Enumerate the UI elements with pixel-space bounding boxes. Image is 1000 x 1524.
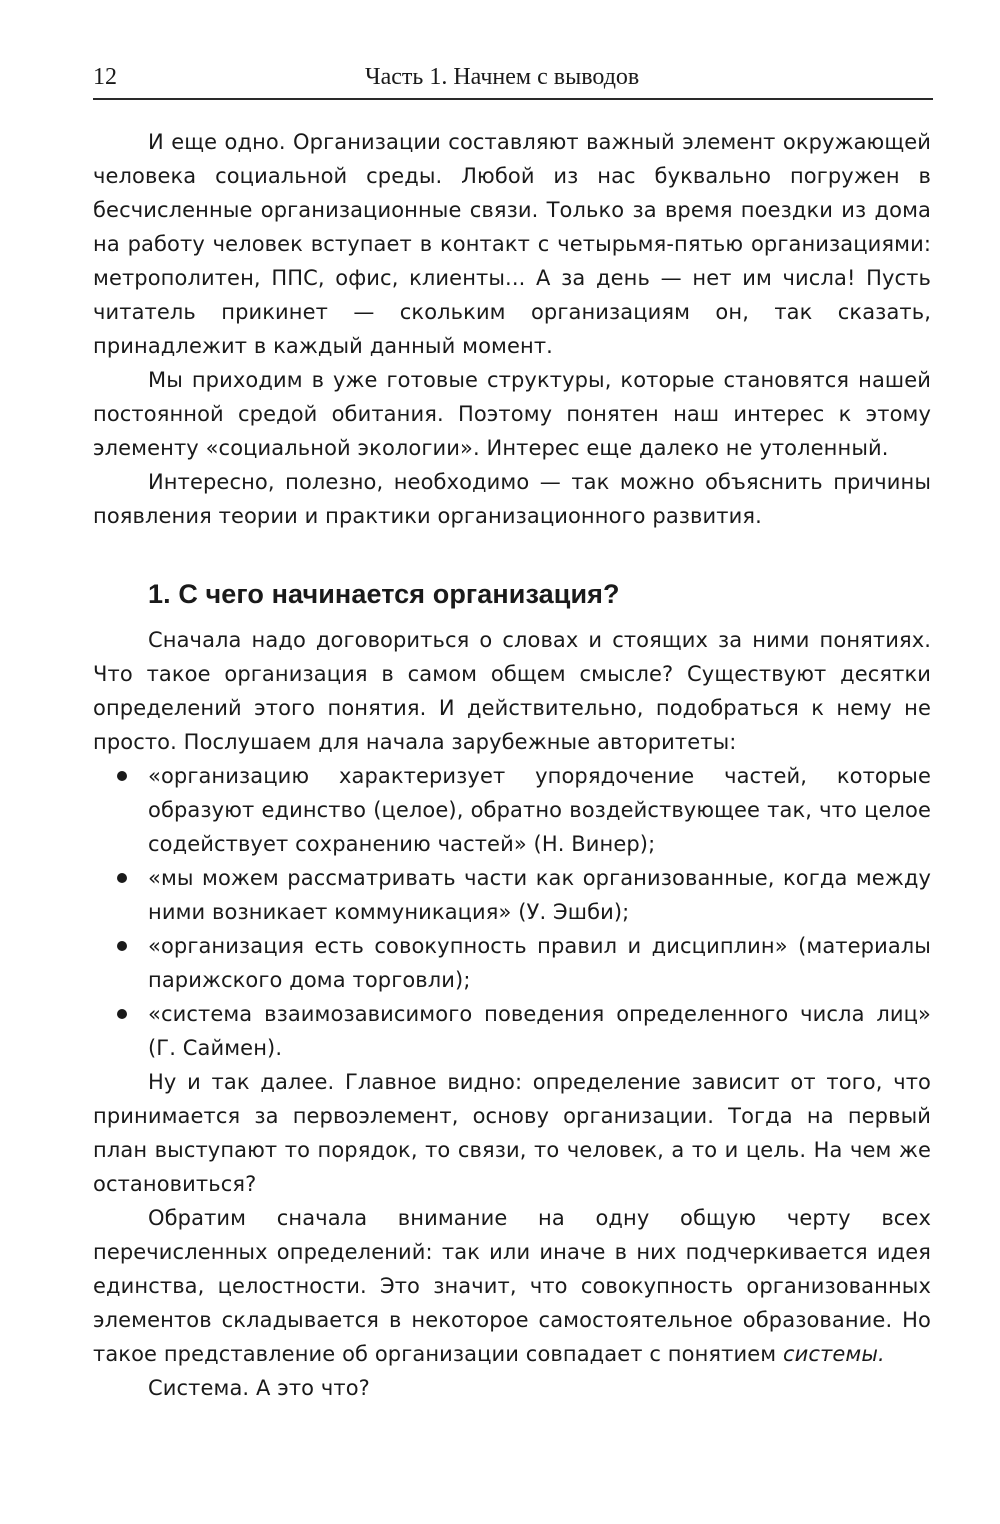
bullet-icon xyxy=(117,941,127,951)
list-item-text: «организация есть совокупность правил и дисциплин» (материалы парижского дома торговли); xyxy=(148,934,931,992)
list-item-text: «мы можем рассматривать части как организованные, когда между ними возникает коммуникация» (У. Эшби); xyxy=(148,866,931,924)
emphasis-term: системы. xyxy=(782,1342,885,1366)
running-head: Часть 1. Начнем с выводов xyxy=(365,64,640,90)
paragraph: И еще одно. Организации составляют важный элемент окружающей человека социальной среды. Любой из нас буквально погружен в бесчисленные организационные связи. Только за время поездки из дома на работу человек вступает в контакт с четырьмя-пятью организациями: метрополитен, ППС, офис, клиенты... А за день — нет им числа! Пусть читатель прикинет — скольким организациям он, так сказать, принадлежит в каждый данный момент. xyxy=(93,130,931,358)
bullet-icon xyxy=(117,771,127,781)
bullet-icon xyxy=(117,1009,127,1019)
list-item xyxy=(93,929,931,997)
bullet-icon xyxy=(117,873,127,883)
page-header xyxy=(93,62,933,100)
section-heading: 1. С чего начинается организация? xyxy=(148,579,620,609)
paragraph xyxy=(93,1201,931,1371)
list-item-text: «организацию характеризует упорядочение частей, которые образуют единство (целое), обратно воздействующее так, что целое содействует сохранению частей» (Н. Винер); xyxy=(148,764,931,856)
definitions-list xyxy=(93,759,931,1065)
paragraph: Сначала надо договориться о словах и стоящих за ними понятиях. Что такое организация в самом общем смысле? Существуют десятки определений этого понятия. И действительно, подобраться к нему не просто. Послушаем для начала зарубежные авторитеты: xyxy=(93,628,931,754)
list-item xyxy=(93,759,931,861)
page-number: 12 xyxy=(93,64,117,90)
paragraph: Система. А это что? xyxy=(148,1376,370,1400)
page-body xyxy=(93,125,931,1405)
list-item xyxy=(93,861,931,929)
paragraph: Ну и так далее. Главное видно: определение зависит от того, что принимается за первоэлемент, основу организации. Тогда на первый план выступают то порядок, то связи, то человек, а то и цель. На чем же остановиться? xyxy=(93,1070,931,1196)
paragraph: Интересно, полезно, необходимо — так можно объяснить причины появления теории и практики организационного развития. xyxy=(93,470,931,528)
paragraph: Мы приходим в уже готовые структуры, которые становятся нашей постоянной средой обитания. Поэтому понятен наш интерес к этому элементу «социальной экологии». Интерес еще далеко не утоленный. xyxy=(93,368,931,460)
list-item xyxy=(93,997,931,1065)
list-item-text: «система взаимозависимого поведения определенного числа лиц» (Г. Саймен). xyxy=(148,1002,931,1060)
paragraph-text: Обратим сначала внимание на одну общую черту всех перечисленных определений: так или иначе в них подчеркивается идея единства, целостности. Это значит, что совокупность организованных элементов складывается в некоторое самостоятельное образование. Но такое представление об организации совпадает с понятием xyxy=(93,1206,931,1366)
